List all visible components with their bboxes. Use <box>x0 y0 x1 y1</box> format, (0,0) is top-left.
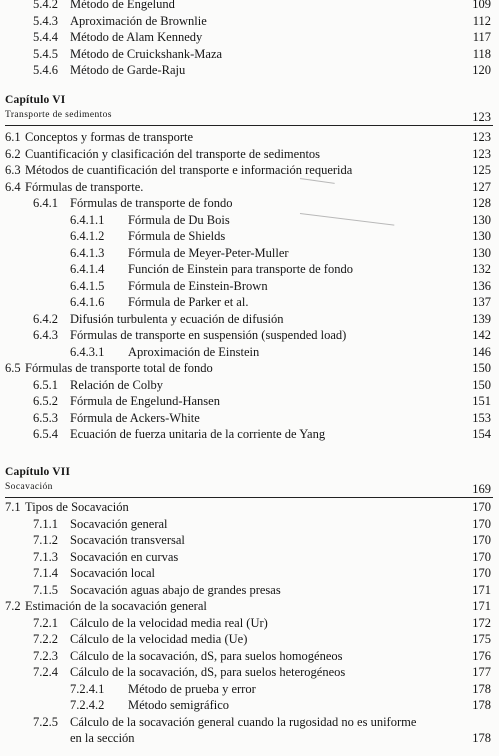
entry-title: Fórmula de Shields <box>128 229 226 243</box>
entry-page-number: 170 <box>472 549 491 564</box>
entry-number: 7.1.4 <box>33 566 58 580</box>
entry-page-number: 170 <box>472 516 491 531</box>
entry-page-number: 109 <box>472 0 491 11</box>
entry-number: 6.5.3 <box>33 410 58 425</box>
entry-page-number: 128 <box>472 196 491 210</box>
entry-page-number: 151 <box>472 394 491 408</box>
toc-entry <box>0 311 499 328</box>
entry-title: Cálculo de la socavación, dS, para suelos heterogéneos <box>70 665 346 679</box>
toc-entry <box>0 582 499 599</box>
entry-title: Método de prueba y error <box>128 681 256 696</box>
toc-entry <box>0 212 499 229</box>
entry-title: Ecuación de fuerza unitaria de la corriente de Yang <box>70 427 326 441</box>
toc-entry <box>0 648 499 665</box>
entry-title: Aproximación de Einstein <box>128 344 260 359</box>
entry-title: Fórmula de Ackers-White <box>70 410 200 425</box>
toc-entry <box>0 129 499 146</box>
entry-title: Difusión turbulenta y ecuación de difusión <box>70 311 284 326</box>
entry-page-number: 154 <box>472 427 491 441</box>
entry-title: Cálculo de la velocidad media real (Ur) <box>70 615 268 630</box>
entry-number: 7.1 <box>5 500 21 514</box>
toc-entry <box>0 146 499 163</box>
entry-page-number: 120 <box>472 63 491 77</box>
entry-number: 6.4.1 <box>33 196 58 210</box>
entry-page-number: 137 <box>472 295 491 309</box>
section-title: Socavación <box>5 482 53 492</box>
toc-entry <box>0 162 499 179</box>
entry-title: Método semigráfico <box>128 698 230 712</box>
entry-number: 5.4.2 <box>33 0 58 11</box>
chapter-heading: Capítulo VI <box>5 94 66 106</box>
entry-page-number: 178 <box>472 698 491 712</box>
entry-number: 6.1 <box>5 130 21 144</box>
toc-entry <box>0 261 499 278</box>
entry-title: Tipos de Socavación <box>25 500 129 514</box>
section-title: Transporte de sedimentos <box>5 110 112 120</box>
entry-page-number: 170 <box>472 566 491 580</box>
toc-entry <box>0 13 499 30</box>
entry-number: 6.4.1.2 <box>70 229 105 243</box>
toc-entry <box>0 598 499 615</box>
toc-entry <box>0 327 499 344</box>
entry-title: Fórmula de Du Bois <box>128 212 230 227</box>
chapter-heading: Capítulo VII <box>5 466 71 478</box>
entry-title: Métodos de cuantificación del transporte e información requerida <box>25 163 353 177</box>
entry-page-number: 123 <box>472 146 491 161</box>
entry-page-number: 136 <box>472 278 491 293</box>
toc-entry <box>0 681 499 698</box>
entry-page-number: 118 <box>472 46 491 61</box>
toc-entry <box>0 0 499 13</box>
entry-number: 6.5.4 <box>33 427 58 441</box>
entry-title: Fórmula de Engelund-Hansen <box>70 394 220 408</box>
entry-title: Fórmula de Einstein-Brown <box>128 278 268 293</box>
entry-number: 6.2 <box>5 146 21 161</box>
entry-number: 6.4.3 <box>33 328 58 342</box>
entry-number: 5.4.4 <box>33 30 58 44</box>
toc-entry <box>0 532 499 549</box>
entry-title: Método de Cruickshank-Maza <box>70 46 223 61</box>
toc-entry <box>0 62 499 79</box>
entry-number: 7.1.5 <box>33 582 58 597</box>
entry-page-number: 172 <box>472 615 491 630</box>
entry-page-number: 171 <box>472 599 491 613</box>
entry-number: 6.4.1.1 <box>70 212 105 227</box>
entry-title: Cálculo de la velocidad media (Ue) <box>70 632 248 646</box>
entry-title: Socavación general <box>70 516 168 531</box>
entry-number: 7.2.4.2 <box>70 698 105 712</box>
entry-title: Socavación local <box>70 566 156 580</box>
entry-title: Relación de Colby <box>70 377 164 392</box>
entry-number: 6.4.1.6 <box>70 295 105 309</box>
toc-entry <box>0 195 499 212</box>
toc-entry <box>0 664 499 681</box>
entry-page-number: 127 <box>472 179 491 194</box>
toc-entry <box>0 228 499 245</box>
toc-entry <box>0 549 499 566</box>
entry-number: 7.2 <box>5 599 21 613</box>
entry-title: Conceptos y formas de transporte <box>25 130 194 144</box>
entry-title: Socavación aguas abajo de grandes presas <box>70 582 281 597</box>
entry-number: 5.4.5 <box>33 46 58 61</box>
toc-entry <box>0 565 499 582</box>
entry-number: 5.4.3 <box>33 13 58 28</box>
entry-title: Función de Einstein para transporte de fondo <box>128 262 353 276</box>
entry-number: 7.2.1 <box>33 615 58 630</box>
entry-title: Fórmulas de transporte de fondo <box>70 196 233 210</box>
toc-entry <box>0 393 499 410</box>
entry-title: Estimación de la socavación general <box>25 599 207 613</box>
toc-entry <box>0 294 499 311</box>
toc-entry <box>0 516 499 533</box>
entry-number: 6.5.1 <box>33 377 58 392</box>
entry-number: 6.4.1.4 <box>70 262 105 276</box>
entry-page-number: 177 <box>472 665 491 679</box>
entry-title: Fórmulas de transporte en suspensión (suspended load) <box>70 328 347 342</box>
entry-page-number: 139 <box>472 311 491 326</box>
entry-title: Fórmula de Meyer-Peter-Muller <box>128 245 289 260</box>
toc-entry <box>0 730 499 747</box>
entry-title: Fórmula de Parker et al. <box>128 295 249 309</box>
entry-page-number: 130 <box>472 212 491 227</box>
toc-entry <box>0 278 499 295</box>
entry-title: Método de Alam Kennedy <box>70 30 203 44</box>
entry-number: 7.2.2 <box>33 632 58 646</box>
entry-number: 6.4.3.1 <box>70 344 105 359</box>
entry-title: Cálculo de la socavación general cuando la rugosidad no es uniforme <box>70 714 417 729</box>
entry-number: 5.4.6 <box>33 63 58 77</box>
toc-entry <box>0 46 499 63</box>
toc-entry <box>0 426 499 443</box>
toc-entry <box>0 631 499 648</box>
entry-number: 7.1.3 <box>33 549 58 564</box>
entry-title: Socavación en curvas <box>70 549 179 564</box>
toc-entry <box>0 697 499 714</box>
toc-entry <box>0 245 499 262</box>
entry-title: Cálculo de la socavación, dS, para suelos homogéneos <box>70 648 343 663</box>
entry-title: Método de Garde-Raju <box>70 63 186 77</box>
entry-number: 7.1.1 <box>33 516 58 531</box>
entry-page-number: 130 <box>472 245 491 260</box>
entry-title: en la sección <box>70 731 135 745</box>
entry-number: 7.2.5 <box>33 714 58 729</box>
toc-entry <box>0 360 499 377</box>
toc-entry <box>0 344 499 361</box>
entry-page-number: 117 <box>472 30 491 44</box>
entry-title: Cuantificación y clasificación del transporte de sedimentos <box>25 146 321 161</box>
entry-number: 7.2.4 <box>33 665 58 679</box>
entry-page-number: 178 <box>472 731 491 745</box>
toc-entry <box>0 615 499 632</box>
entry-page-number: 112 <box>472 13 491 28</box>
entry-page-number: 170 <box>472 500 491 514</box>
section-page-value: 123 <box>472 110 491 124</box>
entry-number: 6.5.2 <box>33 394 58 408</box>
toc-entry <box>0 29 499 46</box>
entry-page-number: 178 <box>472 681 491 696</box>
entry-title: Fórmulas de transporte. <box>25 179 144 194</box>
chapter-rule <box>5 497 493 498</box>
section-page-value: 169 <box>472 482 491 496</box>
entry-number: 6.5 <box>5 361 21 375</box>
entry-page-number: 176 <box>472 648 491 663</box>
chapter-rule <box>5 125 493 126</box>
entry-page-number: 123 <box>472 130 491 144</box>
entry-page-number: 153 <box>472 410 491 425</box>
entry-page-number: 146 <box>472 344 491 359</box>
entry-page-number: 132 <box>472 262 491 276</box>
entry-number: 6.4.2 <box>33 311 58 326</box>
toc-entry <box>0 499 499 516</box>
entry-title: Método de Engelund <box>70 0 175 11</box>
entry-number: 6.4 <box>5 179 21 194</box>
entry-number: 7.2.4.1 <box>70 681 105 696</box>
entry-number: 7.1.2 <box>33 533 58 547</box>
entry-number: 6.3 <box>5 163 21 177</box>
entry-page-number: 142 <box>472 328 491 342</box>
entry-page-number: 170 <box>472 533 491 547</box>
entry-title: Fórmulas de transporte total de fondo <box>25 361 213 375</box>
entry-page-number: 125 <box>472 163 491 177</box>
entry-page-number: 175 <box>472 632 491 646</box>
entry-number: 6.4.1.3 <box>70 245 105 260</box>
entry-title: Aproximación de Brownlie <box>70 13 207 28</box>
toc-entry <box>0 410 499 427</box>
entry-number: 7.2.3 <box>33 648 58 663</box>
entry-number: 6.4.1.5 <box>70 278 105 293</box>
toc-entry <box>0 714 499 731</box>
entry-page-number: 150 <box>472 377 491 392</box>
entry-page-number: 150 <box>472 361 491 375</box>
toc-entry <box>0 179 499 196</box>
toc-entry <box>0 377 499 394</box>
entry-page-number: 171 <box>472 582 491 597</box>
entry-page-number: 130 <box>472 229 491 243</box>
entry-title: Socavación transversal <box>70 533 185 547</box>
